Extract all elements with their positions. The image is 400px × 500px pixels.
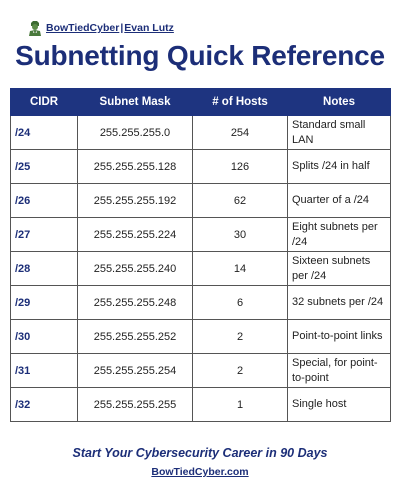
notes-cell: Standard small LAN: [288, 116, 391, 150]
table-row: [11, 354, 391, 388]
subnet-mask-cell: 255.255.255.240: [78, 252, 193, 286]
author-link[interactable]: Evan Lutz: [124, 22, 174, 34]
cidr-cell: /29: [11, 286, 78, 320]
column-header-hosts: # of Hosts: [193, 89, 288, 116]
table-row: [11, 150, 391, 184]
cidr-cell: /30: [11, 320, 78, 354]
bowtied-logo-icon: [28, 20, 42, 36]
column-header-notes: Notes: [288, 89, 391, 116]
website-link[interactable]: BowTiedCyber.com: [151, 466, 249, 478]
hosts-cell: 1: [193, 388, 288, 422]
hosts-cell: 6: [193, 286, 288, 320]
table-row: [11, 252, 391, 286]
cidr-cell: /24: [11, 116, 78, 150]
cidr-cell: /26: [11, 184, 78, 218]
subnet-mask-cell: 255.255.255.252: [78, 320, 193, 354]
table-row: [11, 116, 391, 150]
subnet-mask-cell: 255.255.255.248: [78, 286, 193, 320]
subnet-mask-cell: 255.255.255.192: [78, 184, 193, 218]
table-row: [11, 320, 391, 354]
column-header-cidr: CIDR: [11, 89, 78, 116]
hosts-cell: 2: [193, 354, 288, 388]
subnet-mask-cell: 255.255.255.255: [78, 388, 193, 422]
notes-cell: Eight subnets per /24: [288, 218, 391, 252]
cidr-cell: /32: [11, 388, 78, 422]
notes-cell: Special, for point-to-point: [288, 354, 391, 388]
table-row: [11, 388, 391, 422]
notes-cell: Quarter of a /24: [288, 184, 391, 218]
table-row: [11, 286, 391, 320]
column-header-subnet-mask: Subnet Mask: [78, 89, 193, 116]
notes-cell: 32 subnets per /24: [288, 286, 391, 320]
brand-separator: |: [120, 22, 124, 34]
page-title: Subnetting Quick Reference: [15, 40, 385, 71]
table-row: [11, 218, 391, 252]
brand-header: [28, 19, 174, 37]
hosts-cell: 2: [193, 320, 288, 354]
subnet-mask-cell: 255.255.255.128: [78, 150, 193, 184]
table-row: [11, 184, 391, 218]
notes-cell: Splits /24 in half: [288, 150, 391, 184]
hosts-cell: 30: [193, 218, 288, 252]
table-header-row: [11, 89, 391, 116]
cidr-cell: /25: [11, 150, 78, 184]
cidr-cell: /27: [11, 218, 78, 252]
notes-cell: Single host: [288, 388, 391, 422]
hosts-cell: 254: [193, 116, 288, 150]
notes-cell: Sixteen subnets per /24: [288, 252, 391, 286]
hosts-cell: 126: [193, 150, 288, 184]
cidr-cell: /31: [11, 354, 78, 388]
hosts-cell: 62: [193, 184, 288, 218]
subnet-mask-cell: 255.255.255.0: [78, 116, 193, 150]
subnet-reference-table: [10, 88, 391, 422]
call-to-action: Start Your Cybersecurity Career in 90 Days: [72, 446, 328, 460]
notes-cell: Point-to-point links: [288, 320, 391, 354]
subnet-mask-cell: 255.255.255.254: [78, 354, 193, 388]
hosts-cell: 14: [193, 252, 288, 286]
cidr-cell: /28: [11, 252, 78, 286]
subnet-mask-cell: 255.255.255.224: [78, 218, 193, 252]
brand-link[interactable]: BowTiedCyber: [46, 22, 120, 34]
